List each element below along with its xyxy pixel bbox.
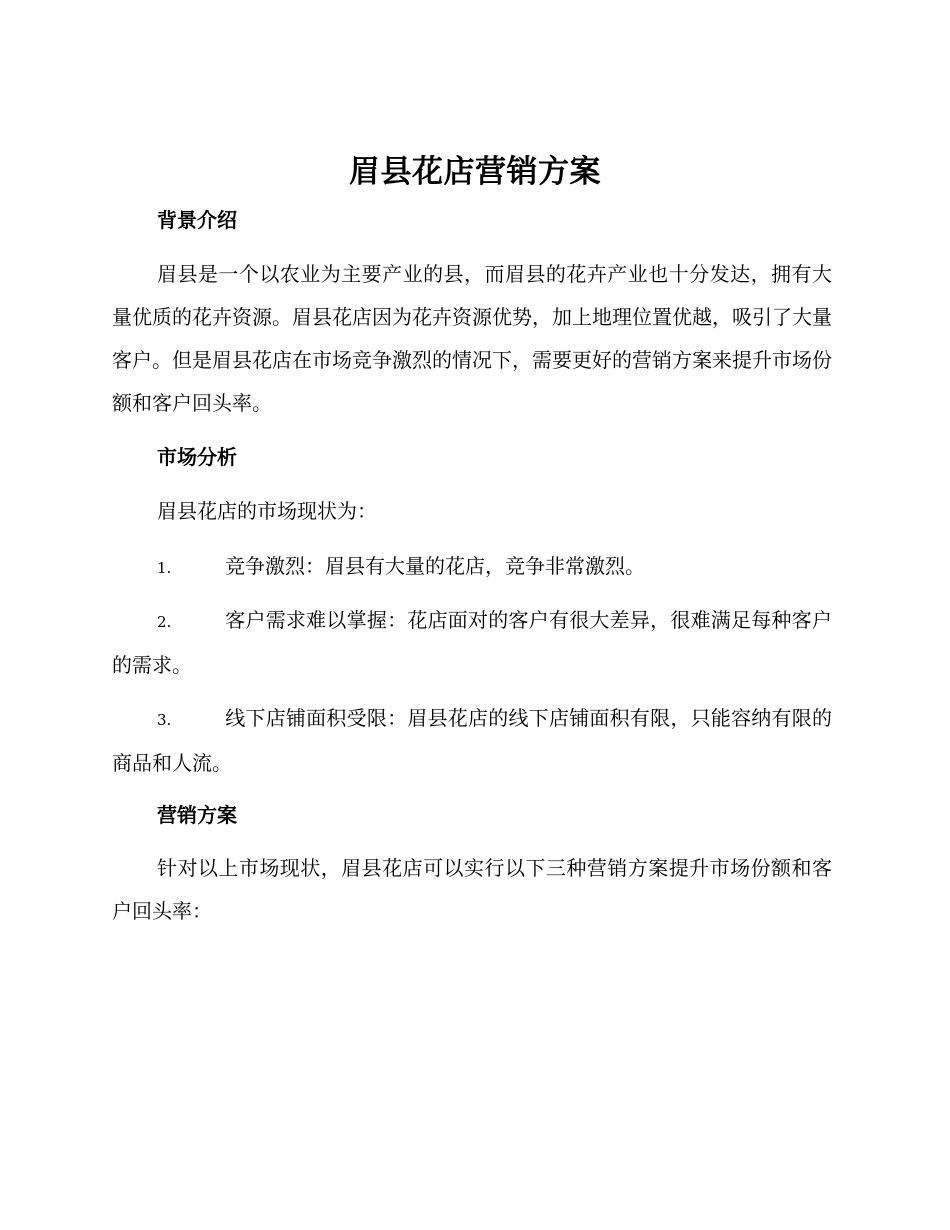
list-item: [112, 697, 832, 785]
list-item: [112, 599, 832, 687]
section-heading-marketing-plan: 营销方案: [157, 803, 237, 827]
list-item-text: 竞争激烈：眉县有大量的花店，竞争非常激烈。: [225, 554, 645, 578]
background-paragraph: 眉县是一个以农业为主要产业的县，而眉县的花卉产业也十分发达，拥有大量优质的花卉资源。眉县花店因为花卉资源优势，加上地理位置优越，吸引了大量客户。但是眉县花店在市场竞争激烈的情况下，需要更好的营销方案来提升市场份额和客户回头率。: [112, 262, 832, 415]
market-intro-paragraph: 眉县花店的市场现状为：: [157, 499, 377, 523]
list-item: [112, 545, 832, 590]
list-item-number: 2.: [157, 613, 172, 631]
document-title: 眉县花店营销方案: [349, 154, 601, 190]
marketing-plan-paragraph: 针对以上市场现状，眉县花店可以实行以下三种营销方案提升市场份额和客户回头率：: [112, 856, 832, 923]
section-heading-background: 背景介绍: [157, 208, 237, 232]
section-heading-market-analysis: 市场分析: [157, 445, 237, 469]
list-item-number: 3.: [157, 711, 172, 729]
list-item-number: 1.: [157, 559, 172, 577]
list-item-text: 线下店铺面积受限：眉县花店的线下店铺面积有限，只能容纳有限的商品和人流。: [112, 706, 832, 775]
list-item-text: 客户需求难以掌握：花店面对的客户有很大差异，很难满足每种客户的需求。: [112, 608, 832, 677]
